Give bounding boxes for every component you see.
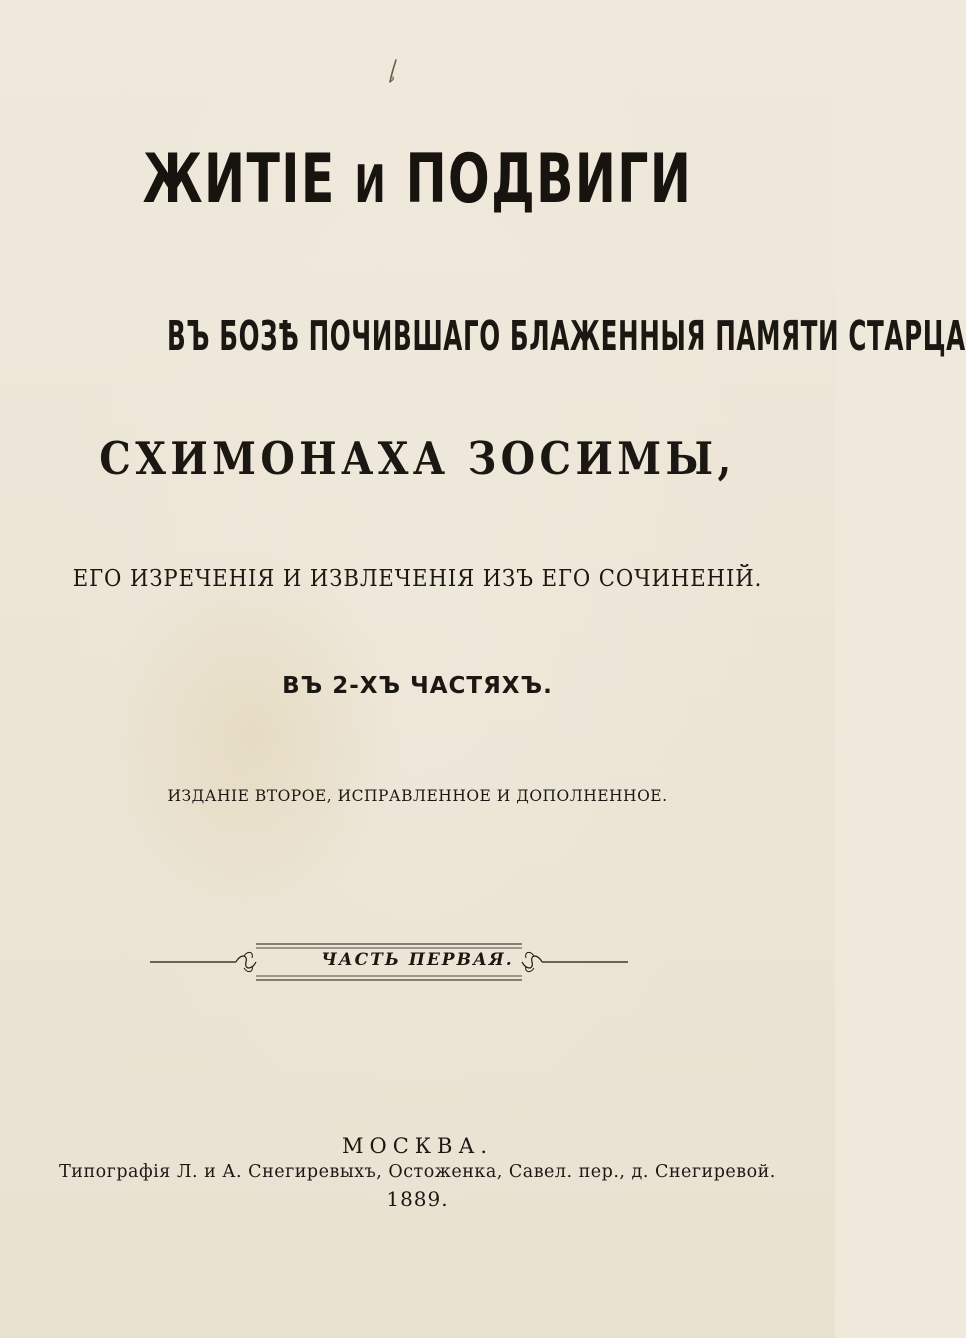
imprint-year: 1889. — [386, 1187, 449, 1211]
title-word-life: ЖИТІЕ — [142, 140, 336, 219]
subtitle-elder-memory: ВЪ БОЗѢ ПОЧИВШАГО БЛАЖЕННЫЯ ПАМЯТИ СТАРЦА — [166, 312, 966, 360]
subtitle-schemamonk-name: СХИМОНАХА ЗОСИМЫ, — [99, 432, 736, 485]
imprint-city: МОСКВА. — [341, 1134, 494, 1158]
subtitle-sayings: ЕГО ИЗРЕЧЕНІЯ И ИЗВЛЕЧЕНІЯ ИЗЪ ЕГО СОЧИНЕНІЙ. — [72, 566, 763, 592]
title-word-and: И — [354, 155, 388, 215]
main-title — [117, 140, 718, 219]
pencil-mark — [384, 58, 404, 86]
parts-count: ВЪ 2-ХЪ ЧАСТЯХЪ. — [282, 673, 553, 699]
title-word-deeds: ПОДВИГИ — [405, 140, 693, 219]
part-one-label: ЧАСТЬ ПЕРВАЯ. — [321, 950, 514, 970]
imprint-printer: Типографія Л. и А. Снегиревыхъ, Остоженка, Савел. пер., д. Снегиревой. — [59, 1162, 776, 1182]
edition-note: ИЗДАНІЕ ВТОРОЕ, ИСПРАВЛЕННОЕ И ДОПОЛНЕННОЕ. — [167, 787, 668, 805]
